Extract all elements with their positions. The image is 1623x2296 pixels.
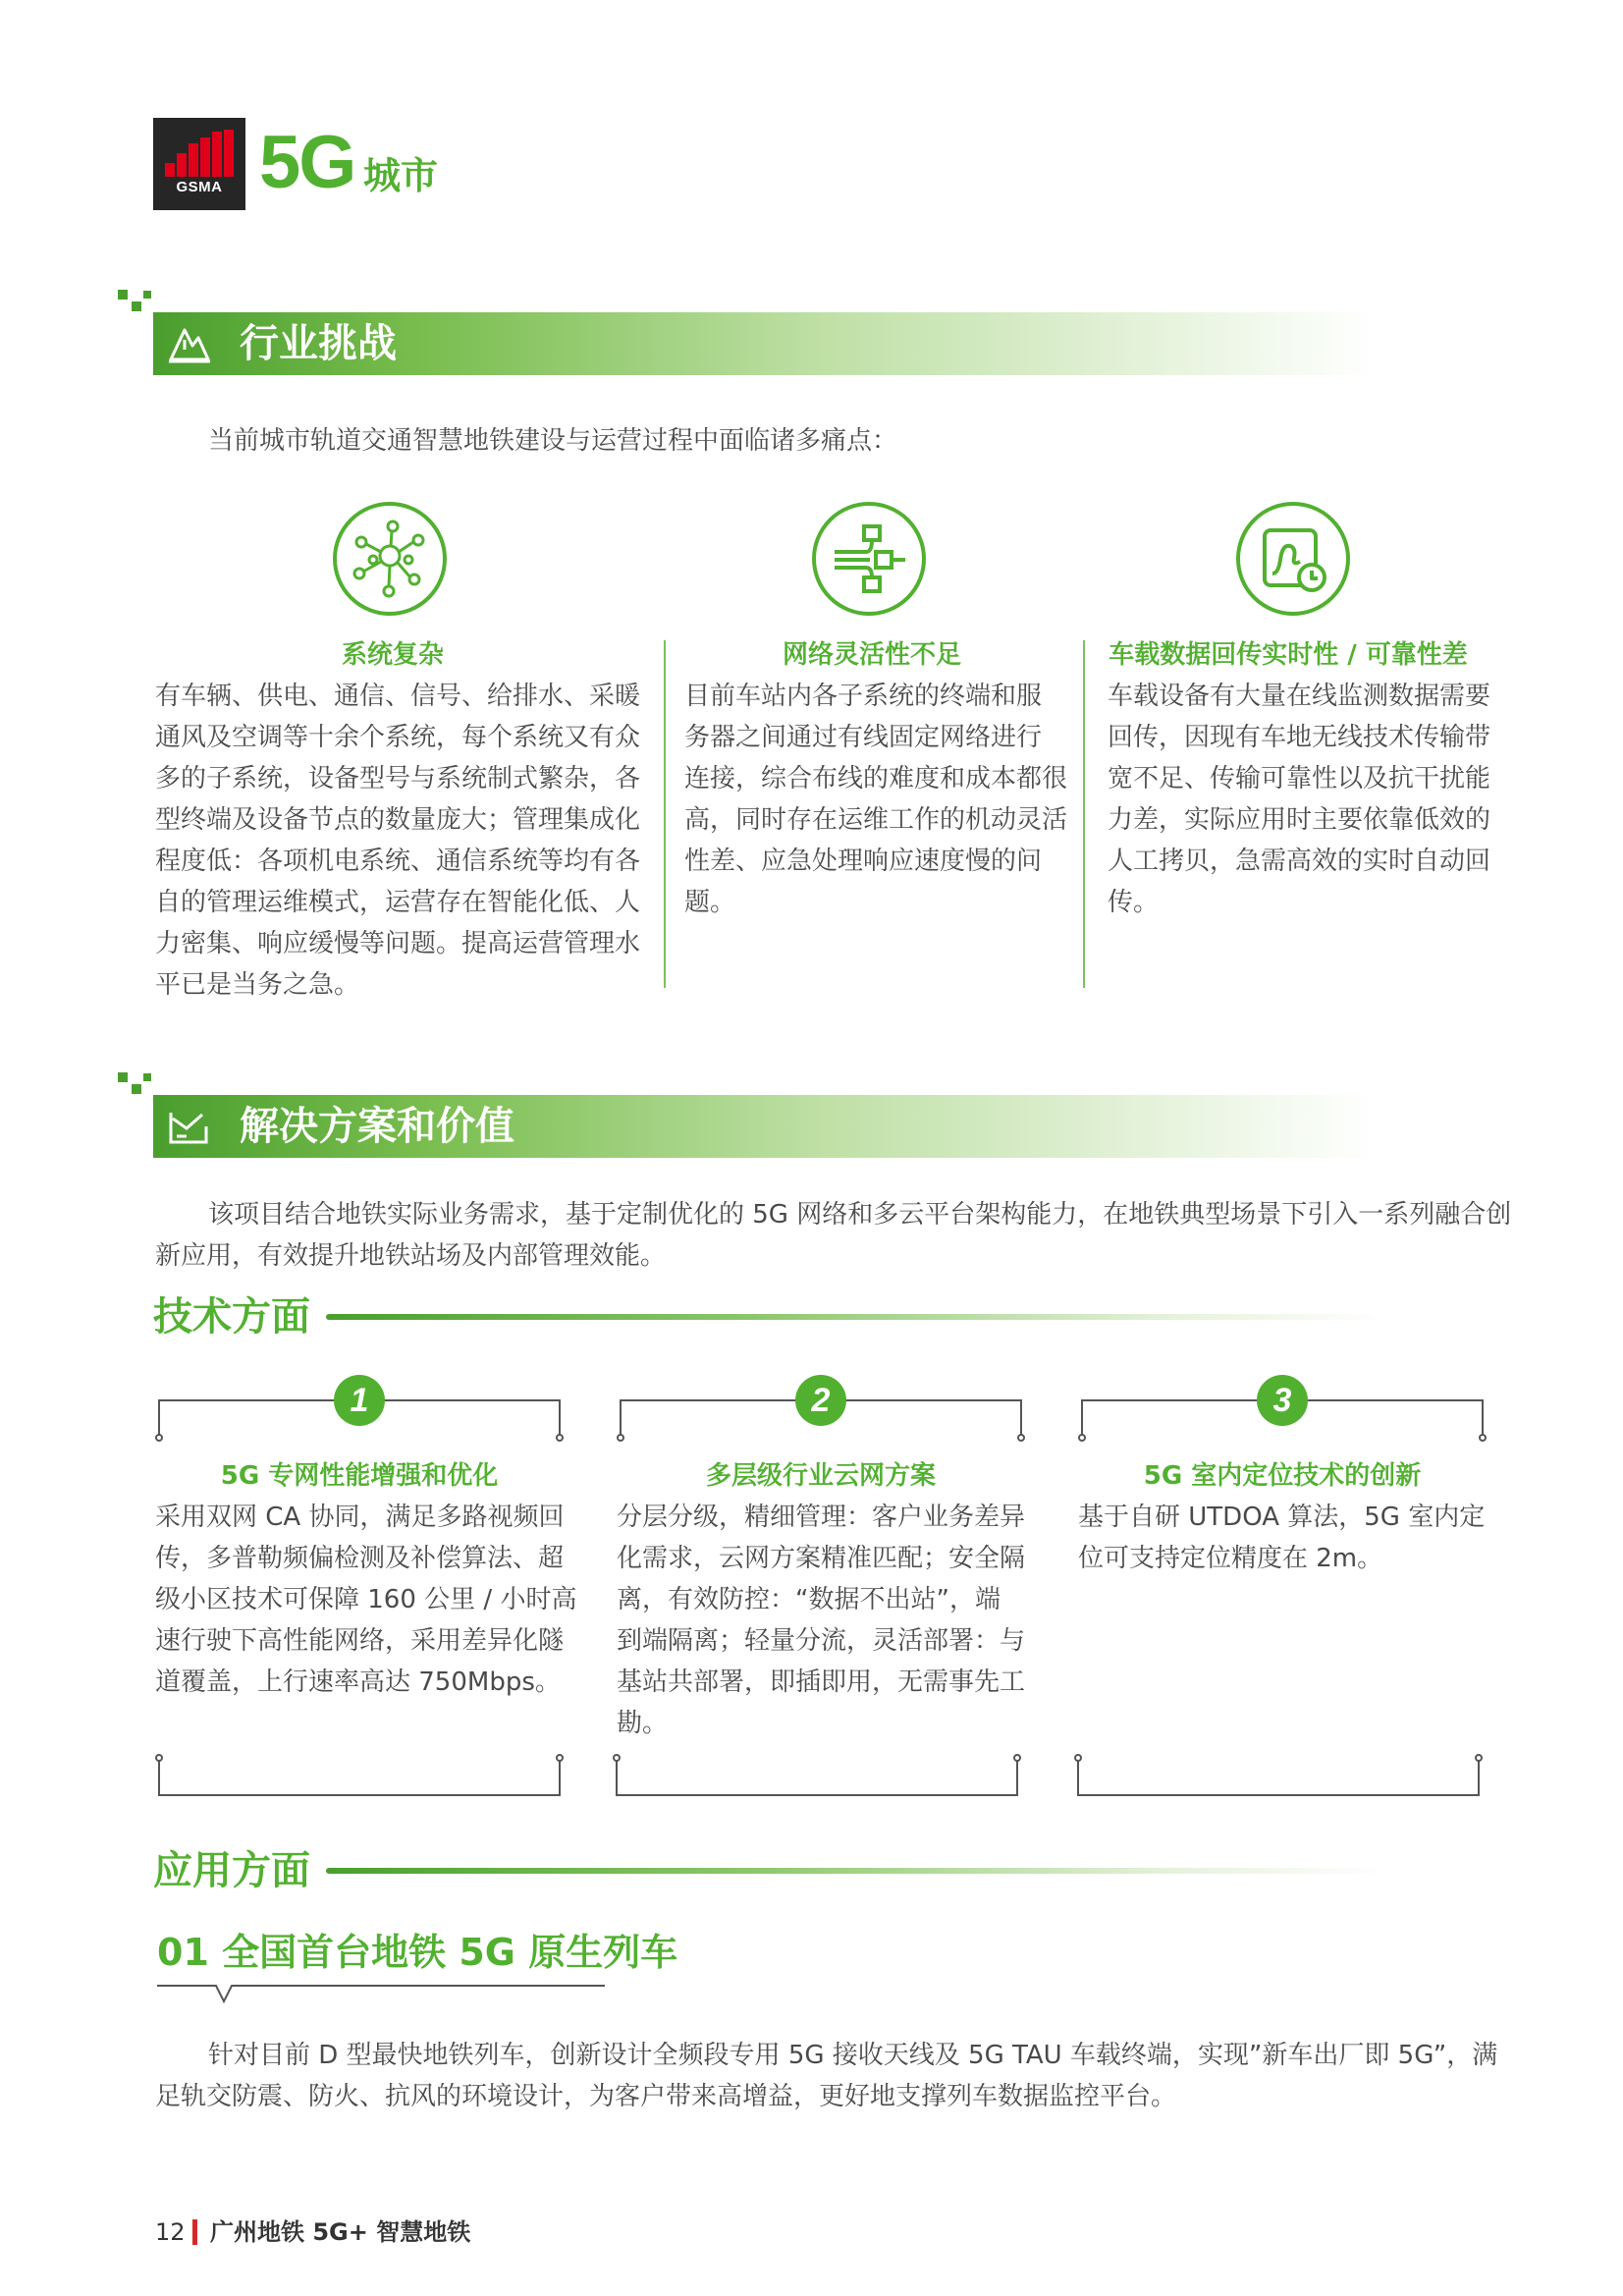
brand-city: 城市 — [363, 154, 439, 197]
brand-5g: 5G — [259, 121, 355, 204]
solution-intro-line1: 该项目结合地铁实际业务需求，基于定制优化的 5G 网络和多云平台架构能力，在地铁典型场景下引入一系列融合创 — [208, 1200, 1512, 1230]
app-heading-line — [326, 1868, 1386, 1874]
pixel-decoration — [118, 290, 128, 300]
challenge-col1-title: 系统复杂 — [341, 640, 444, 670]
challenge-intro: 当前城市轨道交通智慧地铁建设与运营过程中面临诸多痛点： — [208, 426, 898, 456]
tech-number-badge-2: 2 — [795, 1375, 846, 1426]
tech-item3-text: 基于自研 UTDOA 算法，5G 室内定 位可支持定位精度在 2m。 — [1078, 1503, 1486, 1573]
solution-banner — [153, 1095, 1375, 1158]
challenge-col3-title: 车载数据回传实时性 / 可靠性差 — [1109, 640, 1468, 670]
challenge-col1-text: 有车辆、供电、通信、信号、给排水、采暖 通风及空调等十余个系统，每个系统又有众 多的子系统，设备型号与系统制式繁杂，各 型终端及设备节点的数量庞大；管理集成化 程度低：各项机电系统、通信系统等均有各 自的管理运维模式，运营存在智能化低、人 力密集、响应缓慢等问题。提高运营管理水 平已是当务之急。 — [155, 682, 641, 1000]
app-item-title: 01 全国首台地铁 5G 原生列车 — [157, 1931, 678, 1974]
tech-heading-line — [326, 1314, 1386, 1320]
network-nodes-icon — [332, 501, 448, 617]
challenge-banner-title: 行业挑战 — [240, 321, 397, 366]
pixel-decoration — [118, 1072, 128, 1082]
app-text-line1: 针对目前 D 型最快地铁列车，创新设计全频段专用 5G 接收天线及 5G TAU 车载终端，实现”新车出厂即 5G”，满 — [208, 2041, 1498, 2070]
challenge-col3-text: 车载设备有大量在线监测数据需要 回传，因现有车地无线技术传输带 宽不足、传输可靠性以及抗干扰能 力差，实际应用时主要依靠低效的 人工拷贝，急需高效的实时自动回 传。 — [1108, 682, 1491, 917]
solution-banner-title: 解决方案和价值 — [240, 1104, 514, 1149]
pixel-decoration — [132, 1084, 141, 1094]
pixel-decoration — [143, 291, 151, 299]
flow-switch-icon — [811, 501, 927, 617]
tech-item2-title: 多层级行业云网方案 — [705, 1461, 936, 1491]
tech-item1-text: 采用双网 CA 协同，满足多路视频回 传，多普勒频偏检测及补偿算法、超 级小区技术可保障 160 公里 / 小时高 速行驶下高性能网络，采用差异化隧 道覆盖，上行速率高达 750Mbps。 — [155, 1503, 577, 1697]
gsma-bars-icon — [163, 130, 236, 177]
pixel-decoration — [132, 301, 141, 311]
pixel-decoration — [143, 1073, 151, 1081]
challenge-banner — [153, 312, 1375, 375]
warning-mountain-icon — [167, 322, 212, 365]
tech-heading: 技术方面 — [153, 1294, 310, 1339]
challenge-col2-text: 目前车站内各子系统的终端和服 务器之间通过有线固定网络进行 连接，综合布线的难度和成本都很 高，同时存在运维工作的机动灵活 性差、应急处理响应速度慢的问 题。 — [684, 682, 1068, 917]
monitor-clock-icon — [1235, 501, 1351, 617]
gsma-logo — [153, 118, 245, 210]
footer-title: 广州地铁 5G+ 智慧地铁 — [210, 2218, 471, 2246]
tech-item2-text: 分层分级，精细管理：客户业务差异 化需求，云网方案精准匹配；安全隔 离，有效防控：“数据不出站”，端 到端隔离；轻量分流，灵活部署：与 基站共部署，即插即用，无需事先工 勘。 — [617, 1503, 1026, 1738]
column-divider — [1083, 640, 1085, 988]
tech-item3-title: 5G 室内定位技术的创新 — [1143, 1461, 1422, 1491]
column-divider — [664, 640, 666, 988]
footer-divider — [192, 2219, 197, 2245]
app-heading: 应用方面 — [153, 1848, 310, 1893]
tech-number-badge-3: 3 — [1257, 1375, 1308, 1426]
app-text-line2: 足轨交防震、防火、抗风的环境设计，为客户带来高增益，更好地支撑列车数据监控平台。 — [155, 2082, 1177, 2111]
tech-bracket-bottom-1 — [155, 1754, 564, 1803]
solution-intro-line2: 新应用，有效提升地铁站场及内部管理效能。 — [155, 1241, 667, 1271]
checklist-icon — [167, 1105, 212, 1148]
gsma-logo-text: GSMA — [176, 179, 223, 195]
tech-item1-title: 5G 专网性能增强和优化 — [220, 1461, 499, 1491]
tech-bracket-bottom-2 — [613, 1754, 1021, 1803]
tech-bracket-bottom-3 — [1074, 1754, 1483, 1803]
page-number: 12 — [155, 2218, 186, 2246]
challenge-col2-title: 网络灵活性不足 — [782, 640, 961, 670]
app-title-underline — [155, 1980, 607, 2009]
tech-number-badge-1: 1 — [334, 1375, 385, 1426]
